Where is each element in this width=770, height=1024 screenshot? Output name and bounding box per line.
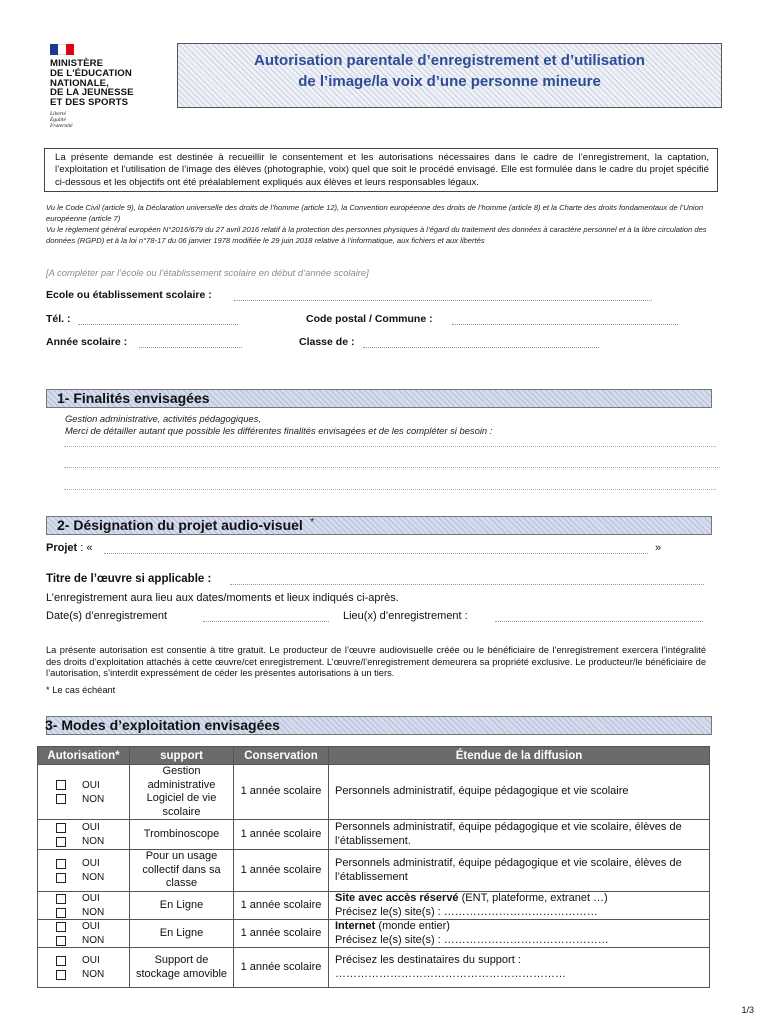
diffusion-cell <box>329 892 710 920</box>
conservation-cell: 1 année scolaire <box>234 820 329 850</box>
diffusion-cell <box>329 920 710 948</box>
french-flag-icon <box>50 44 74 55</box>
section1-header <box>46 389 712 408</box>
diffusion-cell <box>329 820 710 850</box>
diffusion-sites[interactable]: Précisez le(s) site(s) : ……………………………………… <box>335 933 609 946</box>
recording-places-field[interactable] <box>495 611 703 622</box>
table-row <box>38 892 710 920</box>
conservation-cell: 1 année scolaire <box>234 920 329 948</box>
conservation-cell: 1 année scolaire <box>234 850 329 892</box>
support-cell: En Ligne <box>130 920 234 948</box>
diffusion-sites[interactable]: Précisez le(s) site(s) : …………………………………… <box>335 905 598 918</box>
table-row <box>38 920 710 948</box>
authorization-cell <box>38 765 130 820</box>
purpose-line-2[interactable] <box>64 467 720 468</box>
non-checkbox[interactable] <box>56 970 66 980</box>
project-close-quote: » <box>655 542 662 554</box>
exploitation-table <box>37 746 710 988</box>
diffusion-bold: Site avec accès réservé <box>335 892 459 904</box>
flag-white <box>58 44 66 55</box>
school-field[interactable] <box>234 290 652 301</box>
section2-title: 2- Désignation du projet audio-visuel <box>57 517 303 533</box>
section2-asterisk: * <box>310 517 315 528</box>
non-checkbox[interactable] <box>56 908 66 918</box>
support-cell: Pour un usage collectif dans sa classe <box>130 850 234 892</box>
ministry-logo <box>50 44 145 129</box>
oui-checkbox[interactable] <box>56 956 66 966</box>
document-title-line2: de l’image/la voix d’une personne mineure <box>298 73 601 90</box>
work-title-field[interactable] <box>230 574 704 585</box>
project-open-quote: : « <box>80 542 93 554</box>
document-title-box <box>177 43 722 108</box>
table-header-row <box>38 747 710 765</box>
diffusion-text: Personnels administratif, équipe pédagogique et vie scolaire, élèves de l’établissement <box>335 857 682 883</box>
work-title-label: Titre de l’œuvre si applicable : <box>46 573 212 585</box>
oui-label: OUI <box>82 858 100 869</box>
support-cell: Support de stockage amovible <box>130 948 234 988</box>
non-checkbox[interactable] <box>56 837 66 847</box>
diffusion-cell <box>329 948 710 988</box>
flag-blue <box>50 44 58 55</box>
oui-label: OUI <box>82 893 100 904</box>
section3-header <box>46 716 712 735</box>
oui-checkbox[interactable] <box>56 823 66 833</box>
col-diffusion: Étendue de la diffusion <box>329 747 710 765</box>
authorization-cell <box>38 892 130 920</box>
flag-red <box>66 44 74 55</box>
authorization-cell <box>38 820 130 850</box>
conservation-cell: 1 année scolaire <box>234 892 329 920</box>
table-row <box>38 850 710 892</box>
legal-reference-2: Vu le règlement général européen N°2016/679 du 27 avril 2016 relatif à la protection des personnes physiques à l’égard du traitement des données à caractère personnel et à la libre circulation des données (RGPD) et à la loi n°78-17 du 06 janvier 1978 modifiée le 29 juin 2018 relative à l’informatique, aux fichiers et aux libertés <box>46 225 707 245</box>
oui-label: OUI <box>82 921 100 932</box>
col-support: support <box>130 747 234 765</box>
oui-label: OUI <box>82 779 100 791</box>
diffusion-text: Précisez les destinataires du support : <box>335 954 521 966</box>
diffusion-text: Personnels administratif, équipe pédagogique et vie scolaire, élèves de l’établissement. <box>335 821 682 847</box>
footnote: * Le cas échéant <box>46 685 116 695</box>
oui-checkbox[interactable] <box>56 922 66 932</box>
non-label: NON <box>82 935 105 946</box>
section1-line2: Merci de détailler autant que possible les différentes finalités envisagées et de les compléter si besoin : <box>65 425 493 436</box>
oui-checkbox[interactable] <box>56 780 66 790</box>
non-label: NON <box>82 836 105 847</box>
purpose-line-1[interactable] <box>64 446 716 447</box>
col-authorization: Autorisation* <box>38 747 130 765</box>
authorization-cell <box>38 850 130 892</box>
support-cell: Gestion administrative Logiciel de vie scolaire <box>130 765 234 820</box>
document-title-line1: Autorisation parentale d’enregistrement et d’utilisation <box>254 52 645 69</box>
project-label: Projet <box>46 542 78 554</box>
diffusion-cell <box>329 765 710 820</box>
school-year-field[interactable] <box>139 337 242 348</box>
recording-dates-field[interactable] <box>203 611 329 622</box>
section1-line1: Gestion administrative, activités pédagogiques, <box>65 413 261 424</box>
non-checkbox[interactable] <box>56 936 66 946</box>
support-cell: En Ligne <box>130 892 234 920</box>
school-label: Ecole ou établissement scolaire : <box>46 289 212 301</box>
section2-header <box>46 516 712 535</box>
diffusion-cell <box>329 850 710 892</box>
tel-label: Tél. : <box>46 313 71 325</box>
non-checkbox[interactable] <box>56 794 66 804</box>
diffusion-bold: Internet <box>335 920 376 932</box>
page-number: 1/3 <box>741 1005 754 1015</box>
recording-places-label: Lieu(x) d’enregistrement : <box>343 610 468 622</box>
section3-title: 3- Modes d’exploitation envisagées <box>45 717 280 733</box>
diffusion-text: Personnels administratif, équipe pédagogique et vie scolaire <box>335 785 629 798</box>
authorization-cell <box>38 948 130 988</box>
conservation-cell: 1 année scolaire <box>234 948 329 988</box>
diffusion-text: (monde entier) <box>375 920 450 932</box>
support-cell: Trombinoscope <box>130 820 234 850</box>
oui-checkbox[interactable] <box>56 894 66 904</box>
oui-checkbox[interactable] <box>56 859 66 869</box>
non-checkbox[interactable] <box>56 873 66 883</box>
legal-reference-1: Vu le Code Civil (article 9), la Déclaration universelle des droits de l’homme (article 12), la Convention européenne des droits de l’homme (article 8) et la Charte des droits fondamentaux de l’Union européenne (article 7) <box>46 203 704 223</box>
postal-code-label: Code postal / Commune : <box>306 313 433 325</box>
table-row <box>38 948 710 988</box>
tel-field[interactable] <box>78 314 238 325</box>
purpose-line-3[interactable] <box>64 489 716 490</box>
section1-title: 1- Finalités envisagées <box>57 390 210 406</box>
class-field[interactable] <box>363 337 599 348</box>
authorization-cell <box>38 920 130 948</box>
school-year-label: Année scolaire : <box>46 336 128 348</box>
table-row <box>38 820 710 850</box>
oui-label: OUI <box>82 955 100 966</box>
intro-paragraph: La présente demande est destinée à recueillir le consentement et les autorisations nécessaires dans le cadre de l’enregistrement, la captation, l’exploitation et l’utilisation de l’image des élèves (photographie, voix) quel que soit le procédé envisagé. Elle est formulée dans le cadre du projet spécifié ci-dessous et les objectifs ont été préalablement expliqués aux élèves et leurs responsables légaux. <box>44 148 718 192</box>
conservation-cell: 1 année scolaire <box>234 765 329 820</box>
non-label: NON <box>82 907 105 918</box>
class-label: Classe de : <box>299 336 355 348</box>
diffusion-recipients[interactable]: ……………………………………………………… <box>335 967 566 980</box>
col-conservation: Conservation <box>234 747 329 765</box>
oui-label: OUI <box>82 822 100 833</box>
republic-motto: Liberté Égalité Fraternité <box>50 110 73 129</box>
non-label: NON <box>82 793 105 805</box>
diffusion-text: (ENT, plateforme, extranet …) <box>458 892 608 904</box>
postal-code-field[interactable] <box>452 314 678 325</box>
non-label: NON <box>82 969 105 980</box>
project-field[interactable] <box>104 543 648 554</box>
school-completion-note: [A compléter par l’école ou l’établissement scolaire en début d’année scolaire] <box>46 267 369 278</box>
recording-info: L’enregistrement aura lieu aux dates/moments et lieux indiqués ci-après. <box>46 592 399 604</box>
non-label: NON <box>82 872 105 883</box>
table-row <box>38 765 710 820</box>
ministry-name: MINISTÈRE DE L'ÉDUCATION NATIONALE, DE LA JEUNESSE ET DES SPORTS <box>50 58 134 109</box>
authorization-paragraph: La présente autorisation est consentie à titre gratuit. Le producteur de l’œuvre audiovisuelle créée ou le bénéficiaire de l’enregistrement exercera l’intégralité des droits d’exploitation attachés à cette œuvre/cet enregistrement. L’œuvre/l’enregistrement demeurera sa propriété exclusive. Le producteur/le bénéficiaire de l’autorisation, s’interdit expressément de céder les présentes autorisations à un tiers. <box>46 645 706 679</box>
project-row <box>46 542 92 554</box>
recording-dates-label: Date(s) d’enregistrement <box>46 610 168 622</box>
